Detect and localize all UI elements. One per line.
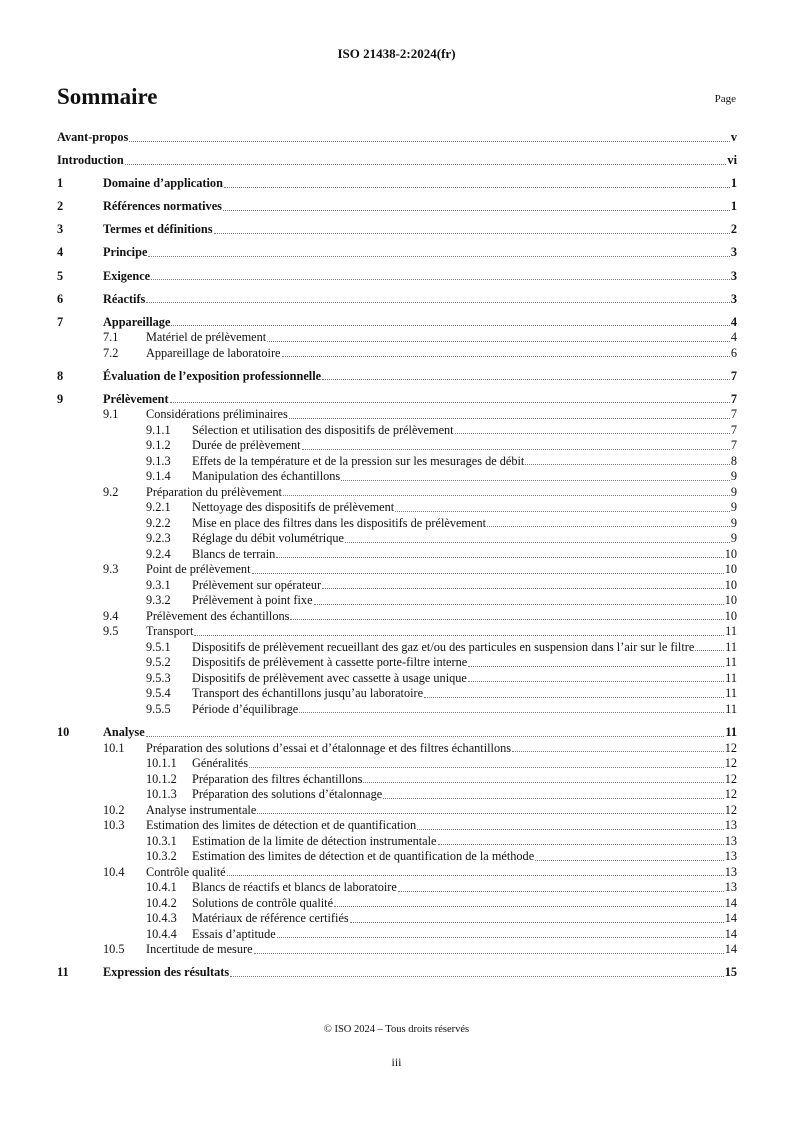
- toc-entry-number: 10.4.4: [146, 926, 177, 941]
- toc-entry[interactable]: [57, 176, 737, 192]
- toc-entry[interactable]: [57, 803, 737, 819]
- toc-entry-number: 7.1: [103, 330, 119, 345]
- toc-entry-title: Préparation des solutions d’étalonnage: [192, 787, 383, 802]
- toc-entry-number: 10.3: [103, 818, 125, 833]
- toc-entry-title: Domaine d’application: [103, 176, 223, 191]
- toc-entry-number: 10.1.2: [146, 771, 177, 786]
- toc-entry-page: 2: [730, 222, 737, 237]
- toc-entry-number: 11: [57, 965, 69, 980]
- dot-leader: [341, 480, 730, 481]
- toc-entry-page: 11: [725, 686, 737, 701]
- toc-entry-number: 4: [57, 245, 64, 260]
- toc-entry-page: 9: [730, 515, 737, 530]
- toc-entry-title: Expression des résultats: [103, 965, 230, 980]
- toc-entry[interactable]: [57, 741, 737, 757]
- toc-entry-title: Préparation du prélèvement: [146, 484, 282, 499]
- toc-entry-number: 9.5.2: [146, 655, 171, 670]
- toc-entry-number: 9.3.2: [146, 593, 171, 608]
- toc-entry-page: 14: [724, 942, 737, 957]
- dot-leader: [194, 635, 724, 636]
- dot-leader: [151, 279, 730, 280]
- toc-entry-title: Nettoyage des dispositifs de prélèvement: [192, 500, 395, 515]
- toc-entry-title: Manipulation des échantillons: [192, 469, 341, 484]
- page-column-label: Page: [714, 93, 736, 105]
- dot-leader: [146, 736, 725, 737]
- dot-leader: [230, 976, 724, 977]
- table-of-contents: [57, 130, 737, 981]
- toc-entry-title: Appareillage de laboratoire: [146, 345, 281, 360]
- toc-entry[interactable]: [57, 671, 737, 687]
- dot-leader: [125, 164, 727, 165]
- toc-entry[interactable]: [57, 772, 737, 788]
- toc-entry-page: 1: [730, 199, 737, 214]
- toc-entry[interactable]: [57, 469, 737, 485]
- toc-entry-page: 14: [724, 911, 737, 926]
- toc-entry[interactable]: [57, 500, 737, 516]
- toc-entry-title: Effets de la température et de la pression sur les mesurages de débit: [192, 453, 525, 468]
- toc-entry-page: 7: [730, 391, 737, 406]
- dot-leader: [129, 141, 730, 142]
- toc-entry-number: 10.1.1: [146, 756, 177, 771]
- dot-leader: [290, 619, 723, 620]
- toc-entry[interactable]: [57, 787, 737, 803]
- toc-entry-title: Généralités: [192, 756, 248, 771]
- toc-entry[interactable]: [57, 640, 737, 656]
- toc-entry[interactable]: [57, 222, 737, 238]
- toc-entry-title: Appareillage: [103, 314, 171, 329]
- toc-entry-title: Période d’équilibrage: [192, 701, 299, 716]
- toc-entry-page: 4: [730, 314, 737, 329]
- dot-leader: [363, 782, 723, 783]
- toc-entry-number: 7.2: [103, 345, 119, 360]
- toc-entry-page: 9: [730, 500, 737, 515]
- toc-entry-number: 7: [57, 314, 64, 329]
- toc-entry[interactable]: [57, 609, 737, 625]
- toc-entry-title: Réglage du débit volumétrique: [192, 531, 344, 546]
- toc-entry[interactable]: [57, 407, 737, 423]
- toc-entry-title: Matériel de prélèvement: [146, 330, 267, 345]
- toc-entry-page: 13: [724, 818, 737, 833]
- toc-entry-title: Dispositifs de prélèvement recueillant des gaz et/ou des particules en suspension dans l’air sur le filtre: [192, 639, 695, 654]
- toc-entry-number: 9.1.2: [146, 438, 171, 453]
- toc-entry[interactable]: [57, 818, 737, 834]
- page-number: iii: [391, 1055, 402, 1069]
- toc-entry[interactable]: [57, 369, 737, 385]
- toc-entry[interactable]: [57, 578, 737, 594]
- toc-entry-page: 3: [730, 245, 737, 260]
- dot-leader: [350, 922, 724, 923]
- dot-leader: [148, 256, 729, 257]
- dot-leader: [398, 891, 724, 892]
- toc-entry[interactable]: [57, 454, 737, 470]
- toc-entry-page: 10: [724, 546, 737, 561]
- toc-entry-page: 7: [730, 438, 737, 453]
- toc-entry-number: 9.1.4: [146, 469, 171, 484]
- toc-entry-page: 12: [724, 771, 737, 786]
- dot-leader: [214, 233, 730, 234]
- toc-entry[interactable]: [57, 880, 737, 896]
- toc-entry-title: Prélèvement sur opérateur: [192, 577, 322, 592]
- toc-entry-page: 7: [730, 422, 737, 437]
- toc-entry-title: Prélèvement à point fixe: [192, 593, 313, 608]
- toc-entry-title: Prélèvement des échantillons: [146, 608, 290, 623]
- toc-entry[interactable]: [57, 516, 737, 532]
- toc-entry-number: 10: [57, 725, 70, 740]
- toc-entry-page: 6: [730, 345, 737, 360]
- toc-entry-number: 10.4.3: [146, 911, 177, 926]
- dot-leader: [252, 573, 724, 574]
- toc-entry[interactable]: [57, 485, 737, 501]
- dot-leader: [424, 697, 724, 698]
- toc-entry-page: 9: [730, 469, 737, 484]
- toc-entry-page: 11: [725, 624, 737, 639]
- dot-leader: [345, 542, 730, 543]
- toc-entry-page: 11: [725, 670, 737, 685]
- toc-entry[interactable]: [57, 423, 737, 439]
- dot-leader: [171, 325, 729, 326]
- toc-entry-number: 10.3.1: [146, 833, 177, 848]
- toc-entry-page: vi: [727, 153, 737, 168]
- toc-entry-title: Prélèvement: [103, 391, 169, 406]
- toc-entry-title: Estimation de la limite de détection instrumentale: [192, 833, 437, 848]
- toc-entry[interactable]: [57, 593, 737, 609]
- toc-entry-page: 12: [724, 740, 737, 755]
- toc-entry-number: 9.4: [103, 608, 119, 623]
- dot-leader: [289, 418, 730, 419]
- copyright-footer: © ISO 2024 – Tous droits réservés: [323, 1024, 470, 1035]
- toc-entry[interactable]: [57, 624, 737, 640]
- toc-entry[interactable]: [57, 438, 737, 454]
- toc-entry-page: 4: [730, 330, 737, 345]
- toc-entry-title: Estimation des limites de détection et de quantification: [146, 818, 417, 833]
- toc-entry[interactable]: [57, 315, 737, 331]
- dot-leader: [267, 341, 730, 342]
- toc-entry[interactable]: [57, 269, 737, 285]
- toc-entry-title: Transport des échantillons jusqu’au laboratoire: [192, 686, 424, 701]
- toc-entry-title: Préparation des solutions d’essai et d’étalonnage et des filtres échantillons: [146, 740, 512, 755]
- dot-leader: [223, 210, 730, 211]
- page-title: Sommaire: [57, 84, 158, 109]
- toc-entry-title: Références normatives: [103, 199, 222, 214]
- toc-entry-number: 9.2.1: [146, 500, 171, 515]
- toc-entry-title: Dispositifs de prélèvement à cassette porte-filtre interne: [192, 655, 468, 670]
- toc-entry-title: Préparation des filtres échantillons: [192, 771, 363, 786]
- toc-entry-title: Analyse instrumentale: [146, 802, 257, 817]
- dot-leader: [299, 712, 724, 713]
- toc-entry[interactable]: [57, 927, 737, 943]
- toc-entry-page: 3: [730, 291, 737, 306]
- dot-leader: [282, 356, 730, 357]
- toc-entry-title: Blancs de terrain: [192, 546, 276, 561]
- toc-entry-page: 11: [725, 639, 737, 654]
- toc-entry-number: 9.5.1: [146, 639, 171, 654]
- dot-leader: [283, 495, 730, 496]
- toc-entry-title: Considérations préliminaires: [146, 407, 288, 422]
- dot-leader: [512, 751, 724, 752]
- dot-leader: [334, 906, 724, 907]
- toc-entry-number: 9.2: [103, 484, 119, 499]
- dot-leader: [455, 433, 730, 434]
- toc-entry-number: 9.2.3: [146, 531, 171, 546]
- toc-entry-number: 9.5.3: [146, 670, 171, 685]
- toc-entry-number: 1: [57, 176, 64, 191]
- toc-entry-page: 7: [730, 368, 737, 383]
- dot-leader: [695, 650, 724, 651]
- toc-entry-page: 14: [724, 926, 737, 941]
- toc-entry[interactable]: [57, 562, 737, 578]
- dot-leader: [249, 767, 724, 768]
- toc-entry-number: 10.4: [103, 864, 125, 879]
- toc-entry[interactable]: [57, 896, 737, 912]
- toc-entry-number: 6: [57, 291, 64, 306]
- toc-entry-number: 10.3.2: [146, 849, 177, 864]
- dot-leader: [468, 666, 724, 667]
- toc-entry-page: 10: [724, 593, 737, 608]
- dot-leader: [146, 302, 730, 303]
- toc-entry-number: 8: [57, 368, 64, 383]
- toc-entry[interactable]: [57, 942, 737, 958]
- toc-entry-page: 11: [725, 701, 737, 716]
- toc-entry-number: 10.4.2: [146, 895, 177, 910]
- toc-entry-number: 9.1.3: [146, 453, 171, 468]
- toc-entry-page: 14: [724, 895, 737, 910]
- toc-entry-page: 9: [730, 531, 737, 546]
- toc-entry-number: 5: [57, 268, 64, 283]
- toc-entry-number: 9: [57, 391, 64, 406]
- toc-entry-number: 9.2.4: [146, 546, 171, 561]
- toc-entry-title: Incertitude de mesure: [146, 942, 253, 957]
- dot-leader: [277, 937, 724, 938]
- toc-entry-number: 3: [57, 222, 64, 237]
- toc-entry[interactable]: [57, 130, 737, 146]
- toc-entry[interactable]: [57, 547, 737, 563]
- toc-entry-page: 11: [725, 725, 737, 740]
- dot-leader: [276, 557, 723, 558]
- dot-leader: [227, 875, 724, 876]
- toc-entry-page: 9: [730, 484, 737, 499]
- toc-entry-number: 2: [57, 199, 64, 214]
- toc-entry[interactable]: [57, 834, 737, 850]
- toc-entry[interactable]: [57, 346, 737, 362]
- toc-entry-number: 9.3.1: [146, 577, 171, 592]
- toc-entry-page: 13: [724, 880, 737, 895]
- toc-entry[interactable]: [57, 865, 737, 881]
- toc-entry-page: 15: [724, 965, 737, 980]
- toc-entry-page: 10: [724, 577, 737, 592]
- toc-entry-page: 11: [725, 655, 737, 670]
- dot-leader: [383, 798, 723, 799]
- toc-entry[interactable]: [57, 686, 737, 702]
- toc-entry[interactable]: [57, 965, 737, 981]
- toc-entry-title: Durée de prélèvement: [192, 438, 301, 453]
- dot-leader: [468, 681, 724, 682]
- toc-entry[interactable]: [57, 153, 737, 169]
- toc-entry-number: 10.4.1: [146, 880, 177, 895]
- document-header: ISO 21438-2:2024(fr): [337, 46, 456, 61]
- toc-entry-number: 10.1: [103, 740, 125, 755]
- toc-entry-page: 13: [724, 864, 737, 879]
- toc-entry-title: Exigence: [103, 268, 151, 283]
- dot-leader: [314, 604, 724, 605]
- toc-entry-title: Essais d’aptitude: [192, 926, 276, 941]
- toc-entry[interactable]: [57, 849, 737, 865]
- toc-entry-page: 7: [730, 407, 737, 422]
- toc-entry[interactable]: [57, 702, 737, 718]
- toc-entry-number: 9.3: [103, 562, 119, 577]
- dot-leader: [170, 402, 730, 403]
- toc-entry-title: Principe: [103, 245, 148, 260]
- dot-leader: [487, 526, 730, 527]
- dot-leader: [438, 844, 724, 845]
- toc-entry-title: Introduction: [57, 153, 124, 168]
- toc-entry[interactable]: [57, 330, 737, 346]
- toc-entry[interactable]: [57, 531, 737, 547]
- dot-leader: [322, 588, 724, 589]
- toc-entry[interactable]: [57, 199, 737, 215]
- toc-entry-page: 1: [730, 176, 737, 191]
- toc-entry[interactable]: [57, 756, 737, 772]
- toc-entry-title: Estimation des limites de détection et de quantification de la méthode: [192, 849, 535, 864]
- toc-entry-number: 10.2: [103, 802, 125, 817]
- toc-entry[interactable]: [57, 725, 737, 741]
- toc-entry-number: 10.1.3: [146, 787, 177, 802]
- toc-entry-title: Matériaux de référence certifiés: [192, 911, 349, 926]
- dot-leader: [395, 511, 730, 512]
- toc-entry-title: Blancs de réactifs et blancs de laboratoire: [192, 880, 397, 895]
- toc-entry-number: 10.5: [103, 942, 125, 957]
- toc-entry-title: Évaluation de l’exposition professionnelle: [103, 368, 322, 383]
- toc-entry-number: 9.1.1: [146, 422, 171, 437]
- toc-entry-title: Transport: [146, 624, 194, 639]
- toc-entry-page: 10: [724, 608, 737, 623]
- toc-entry[interactable]: [57, 911, 737, 927]
- toc-entry-number: 9.2.2: [146, 515, 171, 530]
- toc-entry-title: Mise en place des filtres dans les dispositifs de prélèvement: [192, 515, 487, 530]
- toc-entry[interactable]: [57, 245, 737, 261]
- toc-entry-page: v: [730, 130, 737, 144]
- toc-entry-number: 9.1: [103, 407, 119, 422]
- toc-entry-title: Réactifs: [103, 291, 146, 306]
- toc-entry-page: 12: [724, 802, 737, 817]
- toc-entry-page: 8: [730, 453, 737, 468]
- toc-entry-title: Sélection et utilisation des dispositifs de prélèvement: [192, 422, 454, 437]
- toc-entry-page: 3: [730, 268, 737, 283]
- toc-entry-page: 12: [724, 787, 737, 802]
- toc-entry-title: Solutions de contrôle qualité: [192, 895, 334, 910]
- toc-entry-title: Dispositifs de prélèvement avec cassette à usage unique: [192, 670, 467, 685]
- toc-entry-title: Point de prélèvement: [146, 562, 251, 577]
- toc-entry-number: 9.5.4: [146, 686, 171, 701]
- dot-leader: [417, 829, 724, 830]
- dot-leader: [302, 449, 730, 450]
- dot-leader: [322, 379, 730, 380]
- toc-entry-number: 9.5: [103, 624, 119, 639]
- toc-entry-title: Analyse: [103, 725, 145, 740]
- toc-entry-page: 10: [724, 562, 737, 577]
- dot-leader: [254, 953, 724, 954]
- toc-entry-page: 13: [724, 833, 737, 848]
- toc-entry[interactable]: [57, 292, 737, 308]
- toc-entry[interactable]: [57, 392, 737, 408]
- dot-leader: [257, 813, 723, 814]
- toc-entry[interactable]: [57, 655, 737, 671]
- toc-entry-page: 13: [724, 849, 737, 864]
- dot-leader: [224, 187, 730, 188]
- dot-leader: [535, 860, 724, 861]
- toc-entry-title: Contrôle qualité: [146, 864, 226, 879]
- dot-leader: [525, 464, 729, 465]
- toc-entry-number: 9.5.5: [146, 701, 171, 716]
- toc-entry-title: Avant-propos: [57, 130, 129, 144]
- toc-entry-page: 12: [724, 756, 737, 771]
- toc-entry-title: Termes et définitions: [103, 222, 213, 237]
